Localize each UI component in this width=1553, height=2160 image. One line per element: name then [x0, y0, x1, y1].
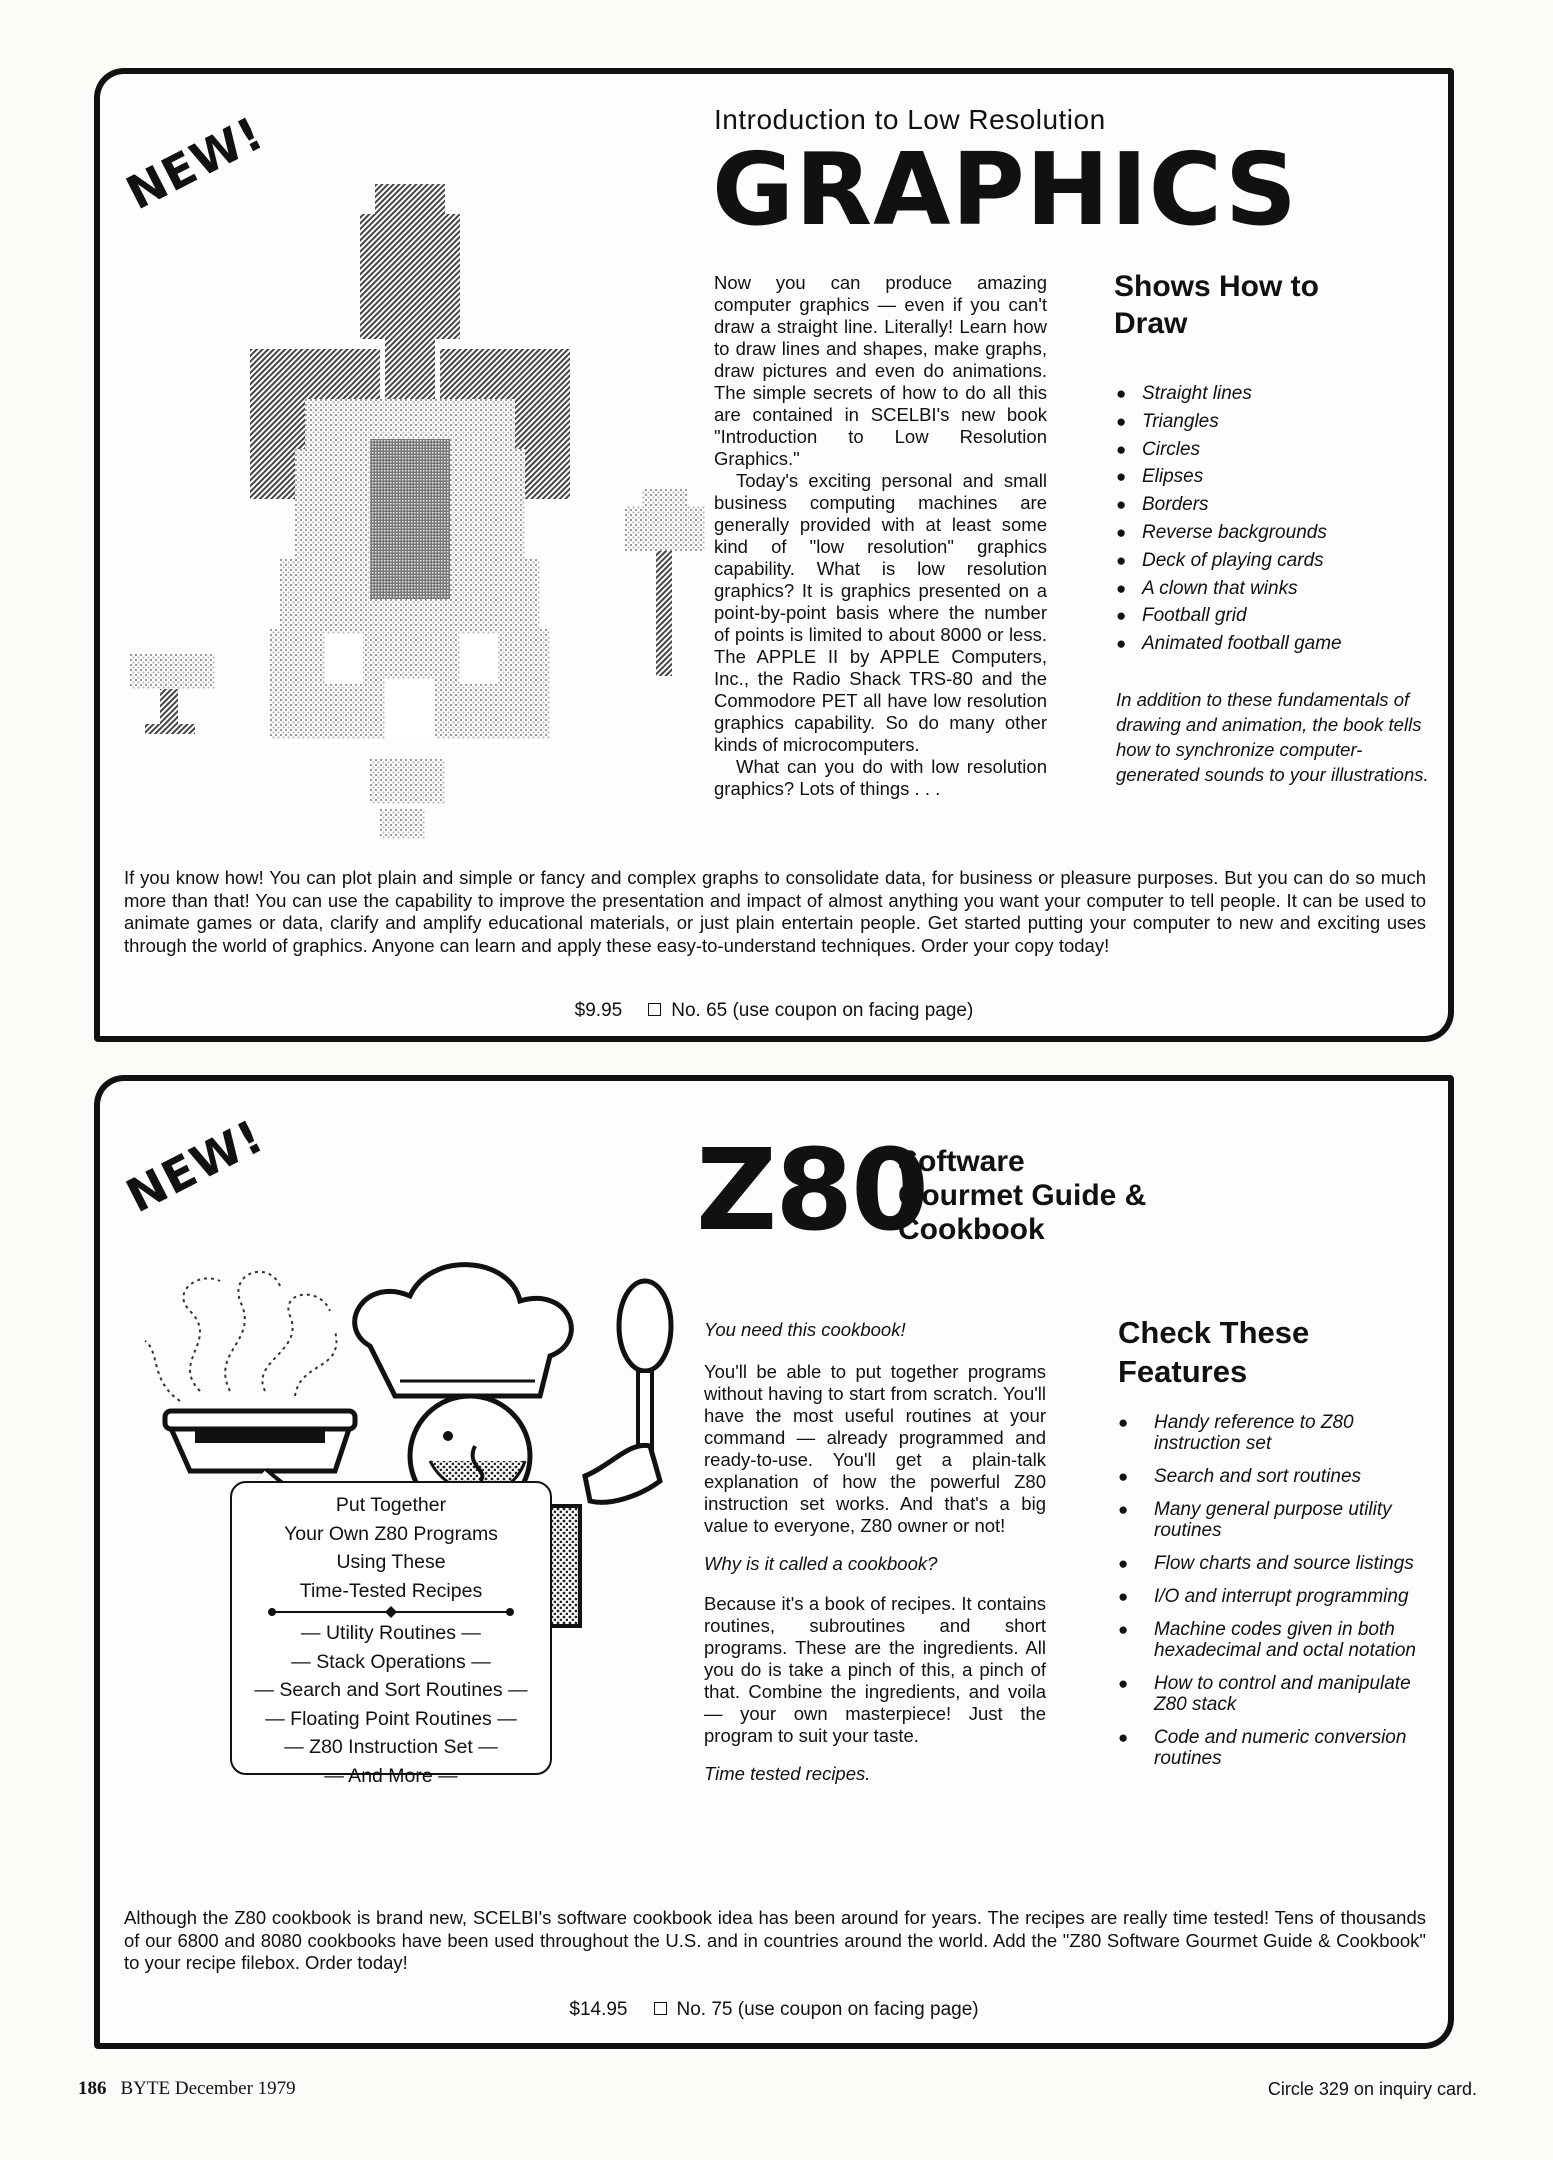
- feature-item: ● Handy reference to Z80 instruction set: [1118, 1412, 1438, 1454]
- intro-paragraph-1: Now you can produce amazing computer graphics — even if you can't draw a straight line. Literally! Learn how to draw lines and shapes, make graphs, draw pictures and even do animations. The simple secrets of how to do all this are contained in SCELBI's new book "Introduction to Low Resolution Graphics.": [714, 272, 1047, 469]
- box-item: — Floating Point Routines —: [265, 1707, 517, 1730]
- box-item: — And More —: [324, 1764, 458, 1787]
- feature-item: ● Football grid: [1116, 602, 1436, 630]
- sidebar-heading: Check These Features: [1118, 1315, 1310, 1389]
- feature-list: [1116, 380, 1436, 658]
- sidebar-note: In addition to these fundamentals of drawing and animation, the book tells how to synchronize computer-generated sounds to your illustrations.: [1116, 689, 1429, 785]
- intro-heading: You need this cookbook!: [704, 1319, 906, 1340]
- feature-item: ● Elipses: [1116, 463, 1436, 491]
- feature-item: ● Machine codes given in both hexadecimal and octal notation: [1118, 1619, 1438, 1661]
- book-subtitle: [898, 1145, 1146, 1247]
- graphics-closing-paragraph: If you know how! You can plot plain and simple or fancy and complex graphs to consolidate data, for business or pleasure purposes. But you can do so much more than that! You can use the capability to improve the presentation and impact of almost anything you want your computer to tell people. It can be used to animate games or data, clarify and amplify educational materials, or just plain entertain people. Get started putting your computer to new and exciting uses through the world of graphics. Anyone can learn and apply these easy-to-understand techniques. Order your copy today!: [124, 867, 1426, 956]
- feature-item: ● A clown that winks: [1116, 575, 1436, 603]
- feature-item: ● How to control and manipulate Z80 stack: [1118, 1673, 1438, 1715]
- z80-cookbook-ad: [94, 1075, 1454, 2049]
- intro-column: [704, 1319, 1046, 1785]
- box-item: — Search and Sort Routines —: [254, 1679, 528, 1701]
- subtitle-line: Gourmet Guide &: [898, 1179, 1147, 1212]
- price: $14.95: [569, 1999, 628, 2020]
- subtitle-line: Cookbook: [898, 1213, 1045, 1246]
- feature-item: ● Search and sort routines: [1118, 1466, 1438, 1487]
- feature-item: ● Flow charts and source listings: [1118, 1553, 1438, 1574]
- intro-paragraph-2: Today's exciting personal and small business computing machines are generally provided with at least some kind of "low resolution" graphics capability. What is low resolution graphics? It is graphics presented on a point-by-point basis where the number of points is limited to about 8000 or less. The APPLE II by APPLE Computers, Inc., the Radio Shack TRS-80 and the Commodore PET all have low resolution graphics capability. So do many other kinds of microcomputers.: [714, 470, 1047, 755]
- feature-item: ● Deck of playing cards: [1116, 547, 1436, 575]
- book-subtitle: Introduction to Low Resolution: [714, 104, 1106, 135]
- box-item: — Z80 Instruction Set —: [284, 1736, 498, 1758]
- page-footer-left: [78, 2078, 296, 2100]
- feature-item: ● Triangles: [1116, 408, 1436, 436]
- order-checkbox-icon[interactable]: [648, 1003, 661, 1016]
- feature-item: ● Circles: [1116, 436, 1436, 464]
- graphics-book-ad: [94, 68, 1454, 1042]
- intro-paragraph-2: Because it's a book of recipes. It contains routines, subroutines and short programs. These are the ingredients. All you do is take a pinch of this, a pinch of that. Combine the ingredients, and voila — your own masterpiece! Just the program to suit your taste.: [704, 1593, 1046, 1746]
- feature-list: [1118, 1412, 1438, 1769]
- feature-item: ● Straight lines: [1116, 380, 1436, 408]
- intro-paragraph-3: What can you do with low resolution graphics? Lots of things . . .: [714, 756, 1047, 799]
- box-line: Put Together: [335, 1494, 447, 1516]
- time-heading: Time tested recipes.: [704, 1763, 871, 1784]
- new-badge: NEW!: [117, 105, 272, 221]
- subtitle-line: Software: [898, 1145, 1025, 1178]
- feature-item: ● Many general purpose utility routines: [1118, 1499, 1438, 1541]
- why-heading: Why is it called a cookbook?: [704, 1553, 938, 1574]
- magazine-issue: BYTE December 1979: [120, 2078, 296, 2099]
- box-line: Your Own Z80 Programs: [284, 1522, 498, 1545]
- feature-item: ● I/O and interrupt programming: [1118, 1586, 1438, 1607]
- price: $9.95: [574, 1000, 623, 1021]
- feature-item: ● Animated football game: [1116, 630, 1436, 658]
- book-title: Z80: [696, 1126, 928, 1256]
- feature-item: ● Code and numeric conversion routines: [1118, 1727, 1438, 1769]
- windmill-illustration: [120, 134, 720, 854]
- sidebar-heading: Shows How to Draw: [1114, 270, 1319, 340]
- z80-closing-paragraph: Although the Z80 cookbook is brand new, SCELBI's software cookbook idea has been around for years. The recipes are really time tested! Tens of thousands of our 6800 and 8080 cookbooks have been used throughout the U.S. and in countries around the world. Add the "Z80 Software Gourmet Guide & Cookbook" to your recipe filebox. Order today!: [124, 1907, 1426, 1973]
- order-number: No. 65 (use coupon on facing page): [671, 1000, 974, 1021]
- feature-item: ● Borders: [1116, 491, 1436, 519]
- inquiry-note: Circle 329 on inquiry card.: [1267, 2079, 1477, 2099]
- z80-price-line: [100, 1999, 1448, 2021]
- box-line: Time-Tested Recipes: [299, 1579, 483, 1602]
- intro-column: [714, 272, 1047, 800]
- box-item: — Stack Operations —: [291, 1650, 491, 1673]
- decorative-divider-icon: [266, 1605, 516, 1619]
- order-number: No. 75 (use coupon on facing page): [676, 1999, 979, 2020]
- new-badge: NEW!: [117, 1108, 272, 1224]
- order-checkbox-icon[interactable]: [654, 2002, 667, 2015]
- page-number: 186: [78, 2078, 107, 2099]
- box-item: — Utility Routines —: [301, 1622, 481, 1644]
- book-title: GRAPHICS: [712, 131, 1298, 248]
- intro-paragraph-1: You'll be able to put together programs without having to start from scratch. You'll have the most useful routines at your command — already programmed and ready-to-use. You'll get a plain-talk explanation of how the powerful Z80 instruction set works. And that's a big value to everyone, Z80 owner or not!: [704, 1361, 1046, 1536]
- recipe-box: [230, 1481, 552, 1787]
- box-line: Using These: [336, 1551, 446, 1573]
- graphics-price-line: [100, 1000, 1448, 1022]
- feature-item: ● Reverse backgrounds: [1116, 519, 1436, 547]
